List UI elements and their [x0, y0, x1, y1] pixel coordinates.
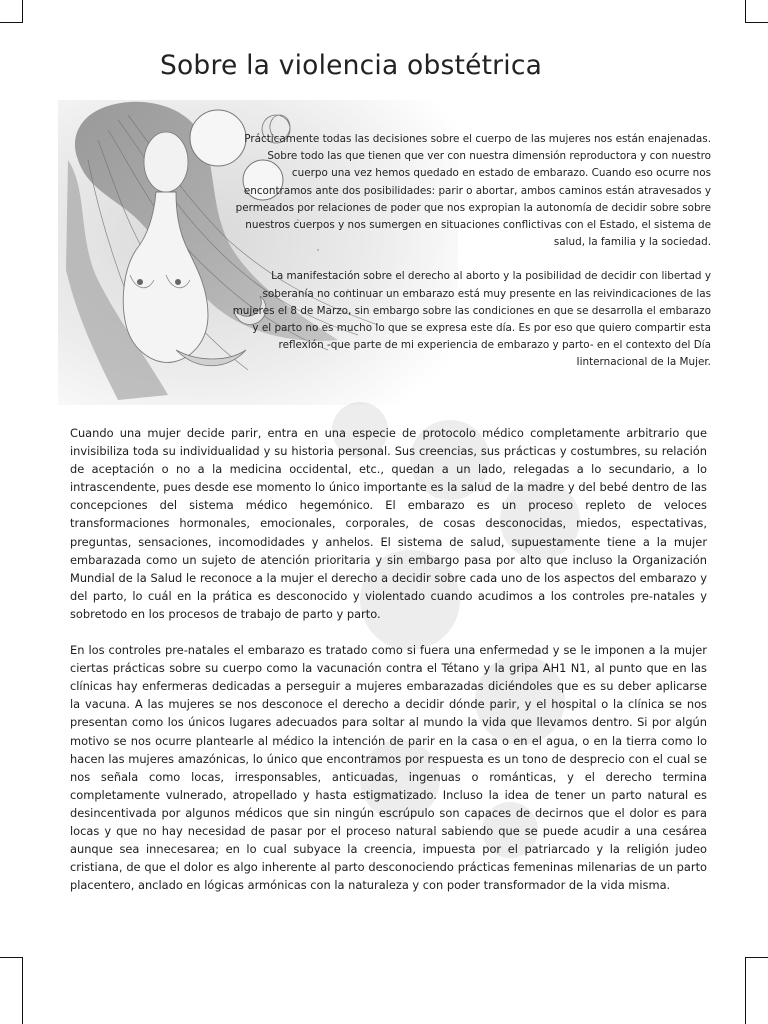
intro-paragraph-1: Prácticamente todas las decisiones sobre el cuerpo de las mujeres nos están enajenadas. Sobre todo las que tienen que ver con nuestra dimensión reproductora y con nuestro cuerpo una vez hemos quedado en estado de embarazo. Cuando eso ocurre nos encontramos ante dos posibilidades: parir o abortar, ambos caminos están atravesados y permeados por relaciones de poder que nos expropian la autonomía de decidir sobre sobre nuestros cuerpos y nos sumergen en situaciones conflictivas con el Estado, el sistema de salud, la familia y la sociedad.	[235, 133, 711, 249]
body-paragraph-2: En los controles pre-natales el embarazo es tratado como si fuera una enfermedad y se le imponen a la mujer ciertas prácticas sobre su cuerpo como la vacunación contra el Tétano y la gripa AH1 N1, al punto que en las clínicas hay enfermeras dedicadas a perseguir a mujeres embarazadas diciéndoles que es su deber aplicarse la vacuna. A las mujeres se nos desconoce el derecho a decidir dónde parir, y el hospital o la clínica se nos presentan como los únicos lugares adecuados para soltar al mundo la vida que llevamos dentro. Si por algún motivo se nos ocurre plantearle al médico la intención de parir en la casa o en el agua, o en la tierra como lo hacen las mujeres amazónicas, lo único que encontramos por respuesta es un tono de desprecio con el cual se nos señala como locas, irresponsables, anticuadas, ingenuas o románticas, y el derecho termina completamente vulnerado, atropellado y hasta estigmatizado. Incluso la idea de tener un parto natural es desincentivada por algunos médicos que sin ningún escrúpulo son capaces de decirnos que el dolor es para locas y que no hay necesidad de pasar por el proceso natural sabiendo que se puede acudir a una cesárea aunque sea innecesarea; en lo cual subyace la creencia, impuesta por el patriarcado y la religión judeo cristiana, de que el dolor es algo inherente al parto desconociendo prácticas femeninas milenarias de un parto placentero, anclado en lógicas armónicas con la naturaleza y con poder transformador de la vida misma.	[70, 643, 707, 893]
crop-mark-bottom-right	[745, 957, 768, 1024]
page-title: Sobre la violencia obstétrica	[160, 50, 543, 81]
crop-mark-bottom-left	[0, 957, 23, 1024]
body-paragraph-1: Cuando una mujer decide parir, entra en una especie de protocolo médico completamente arbitrario que invisibiliza toda su individualidad y su historia personal. Sus creencias, sus prácticas y costumbres, su relación de aceptación o no a la medicina occidental, etc., quedan a un lado, relegadas a lo secundario, a lo intrascendente, pues desde ese momento lo único importante es la salud de la madre y del bebé dentro de las concepciones del sistema médico hegemónico. El embarazo es un proceso repleto de veloces transformaciones hormonales, emocionales, corporales, de cosas desconocidas, miedos, espectativas, preguntas, sensaciones, incomodidades y anhelos. El sistema de salud, supuestamente tiene a la mujer embarazada como un sujeto de atención prioritaria y sin embargo pasa por alto que incluso la Organización Mundial de la Salud le reconoce a la mujer el derecho a decidir sobre cada uno de los aspectos del embarazo y del parto, lo cuál en la prática es desconocido y violentado cuando acudimos a los controles pre-natales y sobretodo en los procesos de trabajo de parto y parto.	[70, 426, 707, 621]
intro-paragraph-2: La manifestación sobre el derecho al aborto y la posibilidad de decidir con libertad y soberanía no continuar un embarazo está muy presente en las reivindicaciones de las mujeres el 8 de Marzo, sin embargo sobre las condiciones en que se desarrolla el embarazo y el parto no es mucho lo que se expresa este día. Es por eso que quiero compartir esta reflexión -que parte de mi experiencia de embarazo y parto- en el contexto del Día Iinternacional de la Mujer.	[232, 270, 711, 369]
crop-mark-top-left	[0, 0, 23, 23]
intro-text	[230, 131, 711, 372]
article-body	[70, 424, 707, 894]
crop-mark-top-right	[745, 0, 768, 23]
